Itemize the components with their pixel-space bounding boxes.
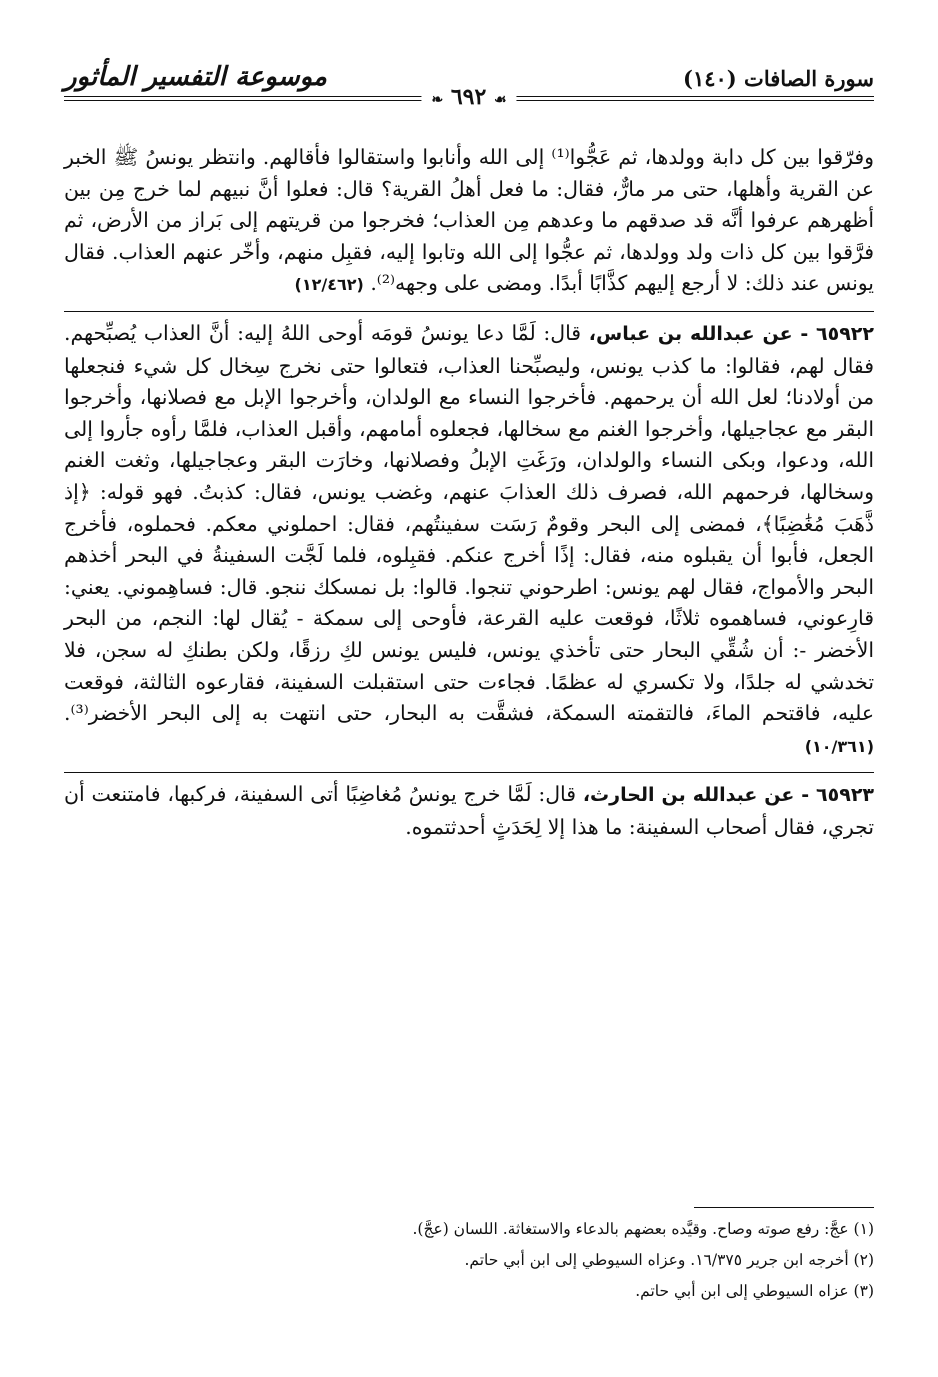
entry-text: قال: لَمَّا خرج يونسُ مُغاضِبًا أتى السفينة، فركبها، فامتنعت أن تجري، فقال أصحاب السفينة: ما هذا إلا لِحَدَثٍ أحدثتموه. [64, 782, 874, 839]
intro-paragraph [64, 142, 874, 301]
footnote-3: (٣) عزاه السيوطي إلى ابن أبي حاتم. [635, 1282, 874, 1300]
main-text [64, 142, 874, 843]
volume-reference: (١٢/٤٦٢) [294, 275, 364, 295]
volume-reference: (١٠/٣٦١) [804, 736, 874, 756]
surah-title: سورة الصافات (١٤٠) [683, 66, 874, 91]
paragraph-text: وفرّقوا بين كل دابة وولدها، ثم عَجُّوا⁽¹⁾ إلى الله وأنابوا واستقالوا فأقالهم. وانتظر يونسُ ﷺ الخبر عن القرية وأهلها، حتى مر مارٌّ، فقال: ما فعل أهلُ القرية؟ قال: فعلوا أنَّ نبيهم لما خرج مِن بين أظهرهم عرفوا أنَّه قد صدقهم ما وعدهم مِن العذاب؛ فخرجوا من قريتهم إلى بَراز من الأرض، ثم فرَّقوا بين كل ذات ولد وولدها، ثم عجُّوا إلى الله وتابوا إليه، فقبِل منهم، وأخّر عنهم العذاب. فقال يونس عند ذلك: لا أرجع إليهم كذَّابًا أبدًا. ومضى على وجهه⁽²⁾. [64, 145, 874, 296]
entry-number: ٦٥٩٢٢ [816, 322, 874, 345]
ornament-right-icon: ☙ [493, 92, 507, 108]
ornament-left-icon: ❧ [431, 92, 444, 108]
hadith-entry: ٦٥٩٢٢ - عن عبدالله بن عباس، قال: لَمَّا دعا يونسُ قومَه أوحى اللهُ إليه: أنَّ العذاب يُصبِّحهم. فقال لهم، فقالوا: ما كذب يونس، وليصبِّحنا العذاب، فتعالوا حتى نخرج سِخال كل شيء فنجعلها من أولادنا؛ لعل الله أن يرحمهم. فأخرجوا النساء مع الولدان، وأخرجوا الإبل مع فصلانها، وأخرجوا البقر مع عجاجيلها، وأخرجوا الغنم مع سخالها، فجعلوه أمامهم، وأقبل العذاب، فلمَّا رأوه جأروا إلى الله، ودعوا، وبكى النساء والولدان، ورَغَتِ الإبلُ وفصلانها، وخارَت البقر وعجاجيلها، وثغت الغنم وسخالها، فرحمهم الله، فصرف ذلك العذابَ عنهم، وغضب يونس، فقال: كذبتُ. فهو قوله: ﴿إذ ذَّهَبَ مُغَٰضِبًا﴾، فمضى إلى البحر وقومٌ رَسَت سفينتُهم، فقال: احملوني معكم. فحملوه، فأخرج الجعل، فأبوا أن يقبلوه منه، فقال: إذًا أخرج عنكم. فقبِلوه، فلما لَجَّت السفينةُ في البحر أخذهم البحر والأمواج، فقال لهم يونس: اطرحوني تنجوا. قالوا: بل نمسكك ننجو. قال: فساهِموني. يعني: قارِعوني، فساهموه ثلاثًا، فوقعت عليه القرعة، فأوحى إلى سمكة - يُقال لها: النجم، من البحر الأخضر -: أن شُقِّي البحار حتى تأخذي يونس، فليس يونس لكِ رزقًا، ولكن بطنكِ له سجن، فلا تخدشي له جلدًا، ولا تكسري له عظمًا. فجاءت حتى استقبلت السفينة، فقارعوه الثالثة، فوقعت عليه، فاقتحم الماءَ، فالتقمته السمكة، فشقَّت به البحار، حتى انتهت به إلى البحر الأخضر⁽³⁾. (١٠/٣٦١) [64, 311, 874, 762]
hadith-entry: ٦٥٩٢٣ - عن عبدالله بن الحارث، قال: لَمَّا خرج يونسُ مُغاضِبًا أتى السفينة، فركبها، فامتنعت أن تجري، فقال أصحاب السفينة: ما هذا إلا لِحَدَثٍ أحدثتموه. [64, 772, 874, 843]
narrator: عن عبدالله بن الحارث، [582, 784, 795, 807]
footnote-rule [694, 1207, 874, 1208]
entry-text: قال: لَمَّا دعا يونسُ قومَه أوحى اللهُ إليه: أنَّ العذاب يُصبِّحهم. فقال لهم، فقالوا: ما كذب يونس، وليصبِّحنا العذاب، فتعالوا حتى نخرج سِخال كل شيء فنجعلها من أولادنا؛ لعل الله أن يرحمهم. فأخرجوا النساء مع الولدان، وأخرجوا الإبل مع فصلانها، وأخرجوا البقر مع عجاجيلها، وأخرجوا الغنم مع سخالها، فجعلوه أمامهم، وأقبل العذاب، فلمَّا رأوه جأروا إلى الله، ودعوا، وبكى النساء والولدان، ورَغَتِ الإبلُ وفصلانها، وخارَت البقر وعجاجيلها، وثغت الغنم وسخالها، فرحمهم الله، فصرف ذلك العذابَ عنهم، وغضب يونس، فقال: كذبتُ. فهو قوله: ﴿إذ ذَّهَبَ مُغَٰضِبًا﴾، فمضى إلى البحر وقومٌ رَسَت سفينتُهم، فقال: احملوني معكم. فحملوه، فأخرج الجعل، فأبوا أن يقبلوه منه، فقال: إذًا أخرج عنكم. فقبِلوه، فلما لَجَّت السفينةُ في البحر أخذهم البحر والأمواج، فقال لهم يونس: اطرحوني تنجوا. قالوا: بل نمسكك ننجو. قال: فساهِموني. يعني: قارِعوني، فساهموه ثلاثًا، فوقعت عليه القرعة، فأوحى إلى سمكة - يُقال لها: النجم، من البحر الأخضر -: أن شُقِّي البحار حتى تأخذي يونس، فليس يونس لكِ رزقًا، ولكن بطنكِ له سجن، فلا تخدشي له جلدًا، ولا تكسري له عظمًا. فجاءت حتى استقبلت السفينة، فقارعوه الثالثة، فوقعت عليه، فاقتحم الماءَ، فالتقمته السمكة، فشقَّت به البحار، حتى انتهت به إلى البحر الأخضر⁽³⁾. [64, 320, 874, 726]
page-number [421, 84, 516, 110]
page-number-text: ٦٩٢ [450, 84, 487, 110]
footnote-1: (١) عجَّ: رفع صوته وصاح. وقيَّده بعضهم بالدعاء والاستغاثة. اللسان (عجَّ). [412, 1220, 874, 1238]
footnotes [64, 1214, 874, 1307]
footnote-2: (٢) أخرجه ابن جرير ١٦/٣٧٥. وعزاه السيوطي إلى ابن أبي حاتم. [464, 1251, 874, 1269]
book-title: موسوعة التفسير المأثور [64, 62, 327, 92]
narrator: عن عبدالله بن عباس، [588, 322, 793, 345]
entry-number: ٦٥٩٢٣ [816, 784, 875, 807]
